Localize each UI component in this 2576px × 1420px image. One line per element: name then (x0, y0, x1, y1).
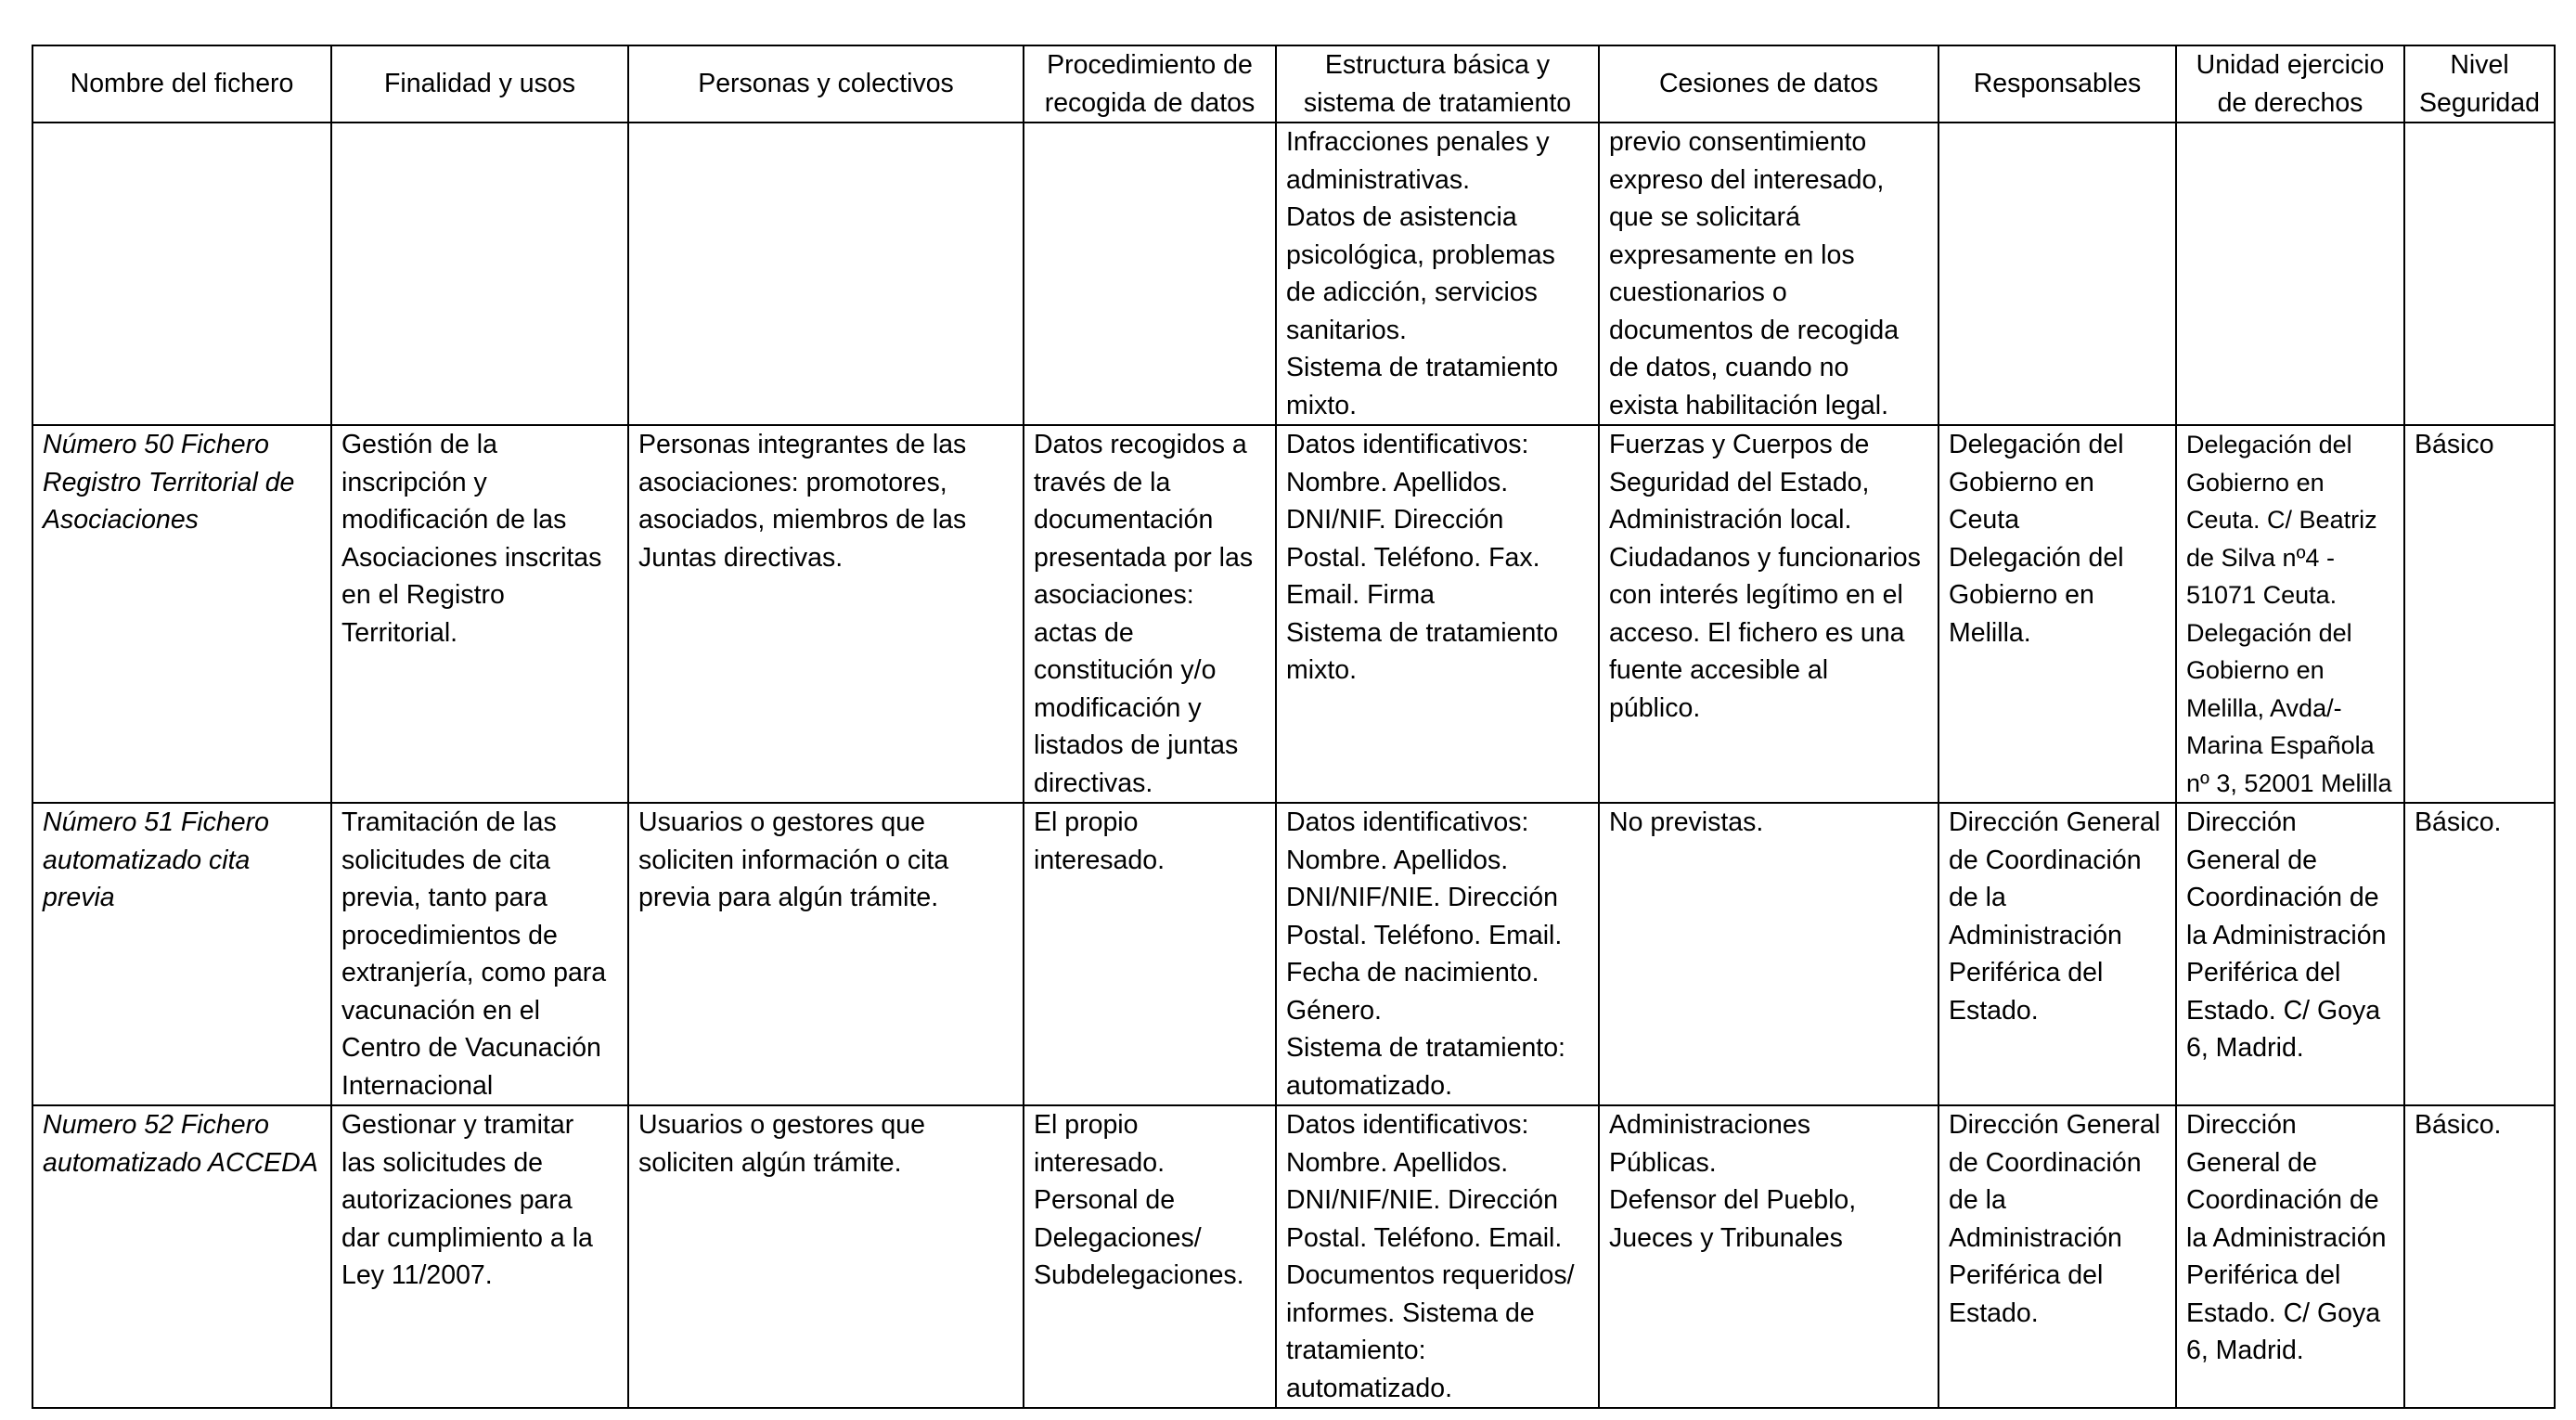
cell-text-line: en el Registro (341, 580, 505, 610)
cell-text-line: de Coordinación (1949, 1147, 2142, 1178)
cell-text-line: Tramitación de las (341, 807, 557, 837)
cell-text-line: previa para algún trámite. (638, 883, 939, 912)
cell-personas (628, 123, 1024, 425)
cell-text-line: Seguridad (2419, 87, 2540, 118)
cell-text-line: de la (1949, 1185, 2006, 1215)
cell-finalidad (331, 123, 628, 425)
cell-text-line: previa, tanto para (341, 883, 547, 912)
cell-text-line: Estado. C/ Goya (2186, 1297, 2381, 1328)
cell-text-line: Postal. Teléfono. Fax. (1286, 542, 1540, 573)
cell-text-line: El propio (1034, 807, 1139, 837)
cell-text-line: Dirección General (1949, 1110, 2161, 1140)
cell-text-line: Ceuta (1949, 505, 2020, 535)
cell-text-line: automatizado ACCEDA (43, 1147, 318, 1178)
cell-text-line: General de (2186, 1147, 2318, 1178)
cell-text-line: Dirección (2186, 807, 2297, 837)
cell-text-line: listados de juntas (1034, 730, 1239, 760)
cell-text-line: solicitudes de cita (341, 845, 550, 875)
header-nombre (32, 45, 331, 123)
cell-text-line: modificación de las (341, 505, 567, 535)
cell-text-line: El propio (1034, 1110, 1139, 1140)
cell-text-line: Sistema de tratamiento: (1286, 1033, 1565, 1063)
cell-text-line: previo consentimiento (1609, 127, 1867, 157)
cell-text-line: Estado. C/ Goya (2186, 995, 2381, 1026)
cell-text-line: Gobierno en (1949, 467, 2094, 497)
cell-text-line: Nombre. Apellidos. (1286, 845, 1509, 875)
cell-nombre (32, 425, 331, 803)
cell-text-line: Territorial. (341, 617, 458, 648)
cell-unidad (2176, 123, 2404, 425)
cell-text-line: Asociaciones (43, 505, 199, 535)
cell-nivel (2404, 1105, 2555, 1408)
cell-text-line: Número 50 Fichero (43, 430, 269, 459)
cell-text-line: Melilla. (1949, 617, 2031, 648)
cell-text-line: Defensor del Pueblo, (1609, 1185, 1857, 1215)
cell-text-line: Procedimiento de (1047, 50, 1253, 80)
cell-text-line: de Coordinación (1949, 845, 2142, 875)
cell-text-line: extranjería, como para (341, 958, 607, 988)
cell-text-line: Gestionar y tramitar (341, 1110, 574, 1140)
cell-text-line: Nombre. Apellidos. (1286, 467, 1509, 497)
cell-text-line: través de la (1034, 467, 1171, 497)
cell-text-line: Básico. (2415, 1110, 2502, 1140)
cell-text-line: Asociaciones inscritas (341, 542, 602, 573)
cell-text-line: tratamiento: (1286, 1336, 1426, 1365)
cell-text-line: Seguridad del Estado, (1609, 467, 1870, 497)
cell-text-line: Ceuta. C/ Beatriz (2186, 506, 2377, 534)
cell-text-line: Coordinación de (2186, 1185, 2379, 1215)
cell-text-line: Datos identificativos: (1286, 807, 1529, 837)
cell-estructura (1276, 1105, 1599, 1408)
cell-text-line: previa (43, 883, 115, 912)
cell-text-line: Fecha de nacimiento. (1286, 958, 1539, 988)
cell-text-line: Personas y colectivos (698, 69, 954, 99)
cell-text-line: automatizado. (1286, 1070, 1453, 1101)
cell-text-line: Gestión de la (341, 430, 497, 459)
cell-text-line: automatizado. (1286, 1373, 1453, 1403)
cell-text-line: interesado. (1034, 845, 1166, 875)
cell-text-line: DNI/NIF. Dirección (1286, 505, 1504, 535)
cell-text-line: Datos recogidos a (1034, 430, 1247, 459)
cell-finalidad (331, 803, 628, 1105)
cell-text-line: General de (2186, 845, 2318, 875)
cell-text-line: DNI/NIF/NIE. Dirección (1286, 883, 1558, 912)
cell-text-line: documentación (1034, 505, 1214, 535)
cell-text-line: Delegación del (2186, 431, 2352, 458)
cell-text-line: de datos, cuando no (1609, 353, 1849, 382)
cell-text-line: la Administración (2186, 920, 2387, 950)
cell-text-line: Infracciones penales y (1286, 127, 1550, 157)
header-estructura (1276, 45, 1599, 123)
cell-finalidad (331, 1105, 628, 1408)
table-row (32, 1105, 2555, 1408)
cell-estructura (1276, 123, 1599, 425)
cell-text-line: Dirección (2186, 1110, 2297, 1140)
cell-procedimiento (1024, 803, 1276, 1105)
cell-text-line: Numero 52 Fichero (43, 1110, 269, 1140)
cell-text-line: directivas. (1034, 768, 1153, 798)
cell-text-line: Estructura básica y (1324, 50, 1551, 80)
cell-text-line: 6, Madrid. (2186, 1336, 2304, 1365)
cell-text-line: cuestionarios o (1609, 278, 1787, 307)
cell-text-line: Email. Firma (1286, 580, 1435, 610)
cell-text-line: procedimientos de (341, 920, 558, 950)
cell-text-line: Periférica del (2186, 1260, 2341, 1290)
cell-text-line: sanitarios. (1286, 315, 1407, 345)
header-personas (628, 45, 1024, 123)
cell-text-line: Ciudadanos y funcionarios (1609, 542, 1921, 573)
cell-text-line: Coordinación de (2186, 883, 2379, 912)
cell-unidad (2176, 1105, 2404, 1408)
cell-text-line: Administración (1949, 1222, 2122, 1253)
ficheros-table (32, 45, 2556, 1409)
cell-text-line: Nombre. Apellidos. (1286, 1147, 1509, 1178)
cell-text-line: de derechos (2217, 87, 2363, 118)
cell-estructura (1276, 803, 1599, 1105)
cell-procedimiento (1024, 425, 1276, 803)
cell-text-line: Número 51 Fichero (43, 807, 269, 837)
cell-nombre (32, 1105, 331, 1408)
cell-text-line: público. (1609, 692, 1701, 723)
cell-text-line: Marina Española (2186, 731, 2375, 759)
cell-text-line: sistema de tratamiento (1303, 87, 1572, 118)
cell-text-line: Gobierno en (2186, 656, 2325, 684)
cell-text-line: Administración (1949, 920, 2122, 950)
cell-text-line: interesado. (1034, 1147, 1166, 1178)
cell-text-line: soliciten información o cita (638, 845, 949, 875)
cell-nivel (2404, 803, 2555, 1105)
cell-text-line: inscripción y (341, 467, 487, 497)
cell-text-line: Sistema de tratamiento (1286, 617, 1559, 648)
cell-text-line: Públicas. (1609, 1147, 1717, 1178)
cell-text-line: mixto. (1286, 655, 1358, 685)
table-row (32, 803, 2555, 1105)
cell-text-line: Juntas directivas. (638, 542, 844, 573)
cell-text-line: Administraciones (1609, 1110, 1811, 1140)
cell-finalidad (331, 425, 628, 803)
cell-cesiones (1599, 803, 1938, 1105)
cell-text-line: Administración local. (1609, 505, 1852, 535)
cell-personas (628, 425, 1024, 803)
cell-nivel (2404, 123, 2555, 425)
cell-text-line: Delegación del (1949, 430, 2124, 459)
cell-text-line: Unidad ejercicio (2196, 50, 2385, 80)
cell-text-line: Sistema de tratamiento (1286, 353, 1559, 382)
header-nivel (2404, 45, 2555, 123)
cell-text-line: Centro de Vacunación (341, 1033, 601, 1063)
cell-text-line: Gobierno en (1949, 580, 2094, 610)
cell-text-line: soliciten algún trámite. (638, 1147, 902, 1178)
cell-text-line: 51071 Ceuta. (2186, 581, 2338, 609)
cell-text-line: Delegación del (2186, 618, 2352, 647)
cell-text-line: Gobierno en (2186, 468, 2325, 497)
cell-text-line: recogida de datos (1044, 87, 1256, 118)
cell-responsables (1938, 1105, 2176, 1408)
cell-text-line: Personas integrantes de las (638, 430, 967, 459)
cell-text-line: expreso del interesado, (1609, 164, 1885, 195)
cell-text-line: presentada por las (1034, 542, 1254, 573)
cell-text-line: Registro Territorial de (43, 467, 295, 497)
cell-text-line: Periférica del (1949, 958, 2104, 988)
cell-text-line: Básico. (2415, 807, 2502, 837)
cell-text-line: Postal. Teléfono. Email. (1286, 1222, 1563, 1253)
cell-responsables (1938, 425, 2176, 803)
cell-text-line: Nombre del fichero (70, 69, 294, 99)
cell-text-line: asociaciones: promotores, (638, 467, 947, 497)
cell-estructura (1276, 425, 1599, 803)
cell-text-line: de adicción, servicios (1286, 278, 1538, 307)
cell-text-line: exista habilitación legal. (1609, 390, 1889, 420)
cell-text-line: Básico (2415, 430, 2494, 459)
cell-unidad (2176, 803, 2404, 1105)
cell-text-line: nº 3, 52001 Melilla (2186, 768, 2392, 797)
cell-text-line: Fuerzas y Cuerpos de (1609, 430, 1870, 459)
cell-text-line: Estado. (1949, 1297, 2039, 1328)
cell-text-line: Melilla, Avda/- (2186, 693, 2342, 722)
cell-text-line: Periférica del (1949, 1260, 2104, 1290)
cell-text-line: vacunación en el (341, 995, 540, 1026)
cell-text-line: Datos identificativos: (1286, 1110, 1529, 1140)
cell-text-line: las solicitudes de (341, 1147, 544, 1178)
cell-text-line: con interés legítimo en el (1609, 580, 1903, 610)
cell-text-line: DNI/NIF/NIE. Dirección (1286, 1185, 1558, 1215)
cell-cesiones (1599, 1105, 1938, 1408)
cell-text-line: la Administración (2186, 1222, 2387, 1253)
cell-text-line: de la (1949, 883, 2006, 912)
cell-text-line: Jueces y Tribunales (1609, 1222, 1843, 1253)
cell-text-line: Delegación del (1949, 542, 2124, 573)
cell-personas (628, 1105, 1024, 1408)
cell-responsables (1938, 803, 2176, 1105)
cell-text-line: Dirección General (1949, 807, 2161, 837)
cell-text-line: Usuarios o gestores que (638, 1110, 925, 1140)
table-row (32, 425, 2555, 803)
header-row (32, 45, 2555, 123)
cell-cesiones (1599, 425, 1938, 803)
cell-text-line: 6, Madrid. (2186, 1033, 2304, 1063)
cell-text-line: Finalidad y usos (384, 69, 575, 99)
cell-text-line: expresamente en los (1609, 239, 1855, 270)
header-finalidad (331, 45, 628, 123)
cell-text-line: Datos de asistencia (1286, 202, 1517, 232)
cell-text-line: Documentos requeridos/ (1286, 1260, 1575, 1290)
cell-text-line: automatizado cita (43, 845, 251, 875)
table-row (32, 123, 2555, 425)
cell-text-line: Cesiones de datos (1658, 69, 1879, 99)
cell-unidad (2176, 425, 2404, 803)
cell-text-line: Delegaciones/ (1034, 1222, 1202, 1253)
cell-text-line: autorizaciones para (341, 1185, 573, 1215)
cell-text-line: Nivel (2450, 50, 2509, 80)
cell-text-line: Personal de (1034, 1185, 1176, 1215)
cell-responsables (1938, 123, 2176, 425)
cell-text-line: asociaciones: (1034, 580, 1194, 610)
cell-text-line: Ley 11/2007. (341, 1260, 493, 1290)
cell-text-line: Subdelegaciones. (1034, 1260, 1244, 1290)
cell-text-line: de Silva nº4 - (2186, 543, 2335, 572)
cell-text-line: fuente accesible al (1609, 655, 1829, 685)
cell-text-line: que se solicitará (1609, 202, 1800, 232)
cell-text-line: acceso. El fichero es una (1609, 617, 1905, 648)
header-procedimiento (1024, 45, 1276, 123)
header-unidad (2176, 45, 2404, 123)
cell-procedimiento (1024, 1105, 1276, 1408)
cell-text-line: mixto. (1286, 390, 1358, 420)
cell-text-line: constitución y/o (1034, 655, 1217, 685)
header-cesiones (1599, 45, 1938, 123)
cell-text-line: administrativas. (1286, 164, 1470, 195)
cell-text-line: dar cumplimiento a la (341, 1222, 593, 1253)
cell-text-line: Postal. Teléfono. Email. (1286, 920, 1563, 950)
cell-procedimiento (1024, 123, 1276, 425)
cell-personas (628, 803, 1024, 1105)
cell-text-line: asociados, miembros de las (638, 505, 967, 535)
cell-text-line: Internacional (341, 1070, 494, 1101)
cell-text-line: informes. Sistema de (1286, 1297, 1535, 1328)
cell-text-line: actas de (1034, 617, 1134, 648)
cell-text-line: documentos de recogida (1609, 315, 1900, 345)
header-responsables (1938, 45, 2176, 123)
cell-text-line: Género. (1286, 995, 1382, 1026)
cell-cesiones (1599, 123, 1938, 425)
cell-text-line: Usuarios o gestores que (638, 807, 925, 837)
cell-text-line: psicológica, problemas (1286, 239, 1555, 270)
cell-nombre (32, 123, 331, 425)
cell-nivel (2404, 425, 2555, 803)
cell-text-line: Datos identificativos: (1286, 430, 1529, 459)
cell-text-line: No previstas. (1609, 807, 1764, 837)
cell-text-line: Responsables (1973, 69, 2142, 99)
cell-nombre (32, 803, 331, 1105)
cell-text-line: Estado. (1949, 995, 2039, 1026)
cell-text-line: modificación y (1034, 692, 1202, 723)
cell-text-line: Periférica del (2186, 958, 2341, 988)
